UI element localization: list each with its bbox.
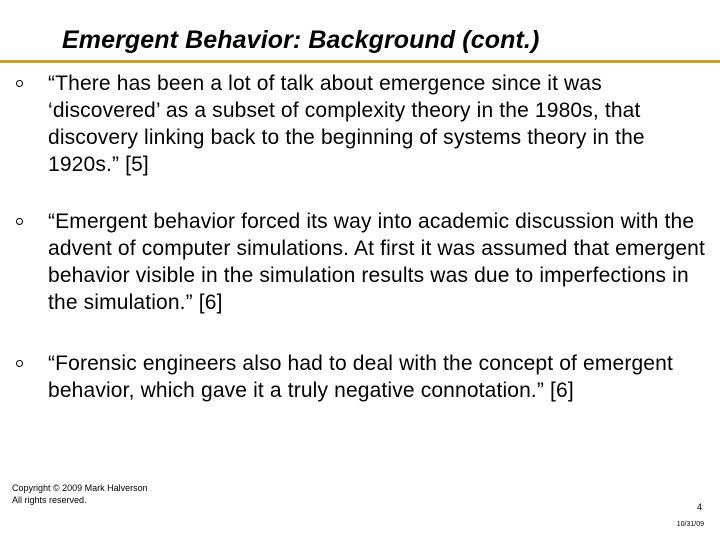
footer-date: 10/31/09 — [676, 521, 704, 528]
bullet-text: “Emergent behavior forced its way into academic discussion with the advent of computer simulations. At first it was assumed that emergent behavior visible in the simulation results was due to imperfections in the simulation.” [6] — [48, 210, 705, 314]
rights-text: All rights reserved. — [12, 495, 87, 505]
bullet-icon — [16, 80, 23, 87]
footer-copyright — [12, 482, 148, 506]
copyright-text: Copyright © 2009 Mark Halverson — [12, 483, 148, 493]
slide-title: Emergent Behavior: Background (cont.) — [62, 26, 540, 54]
bullet-text: “There has been a lot of talk about emergence since it was ‘discovered’ as a subset of complexity theory in the 1980s, that discovery linking back to the beginning of systems theory in the 1920s.” [5] — [48, 72, 645, 176]
bullet-icon — [16, 360, 23, 367]
title-divider — [0, 60, 720, 63]
bullet-text: “Forensic engineers also had to deal with the concept of emergent behavior, which gave it a truly negative connotation.” [6] — [48, 352, 673, 402]
page-number: 4 — [696, 502, 702, 512]
bullet-icon — [16, 218, 23, 225]
